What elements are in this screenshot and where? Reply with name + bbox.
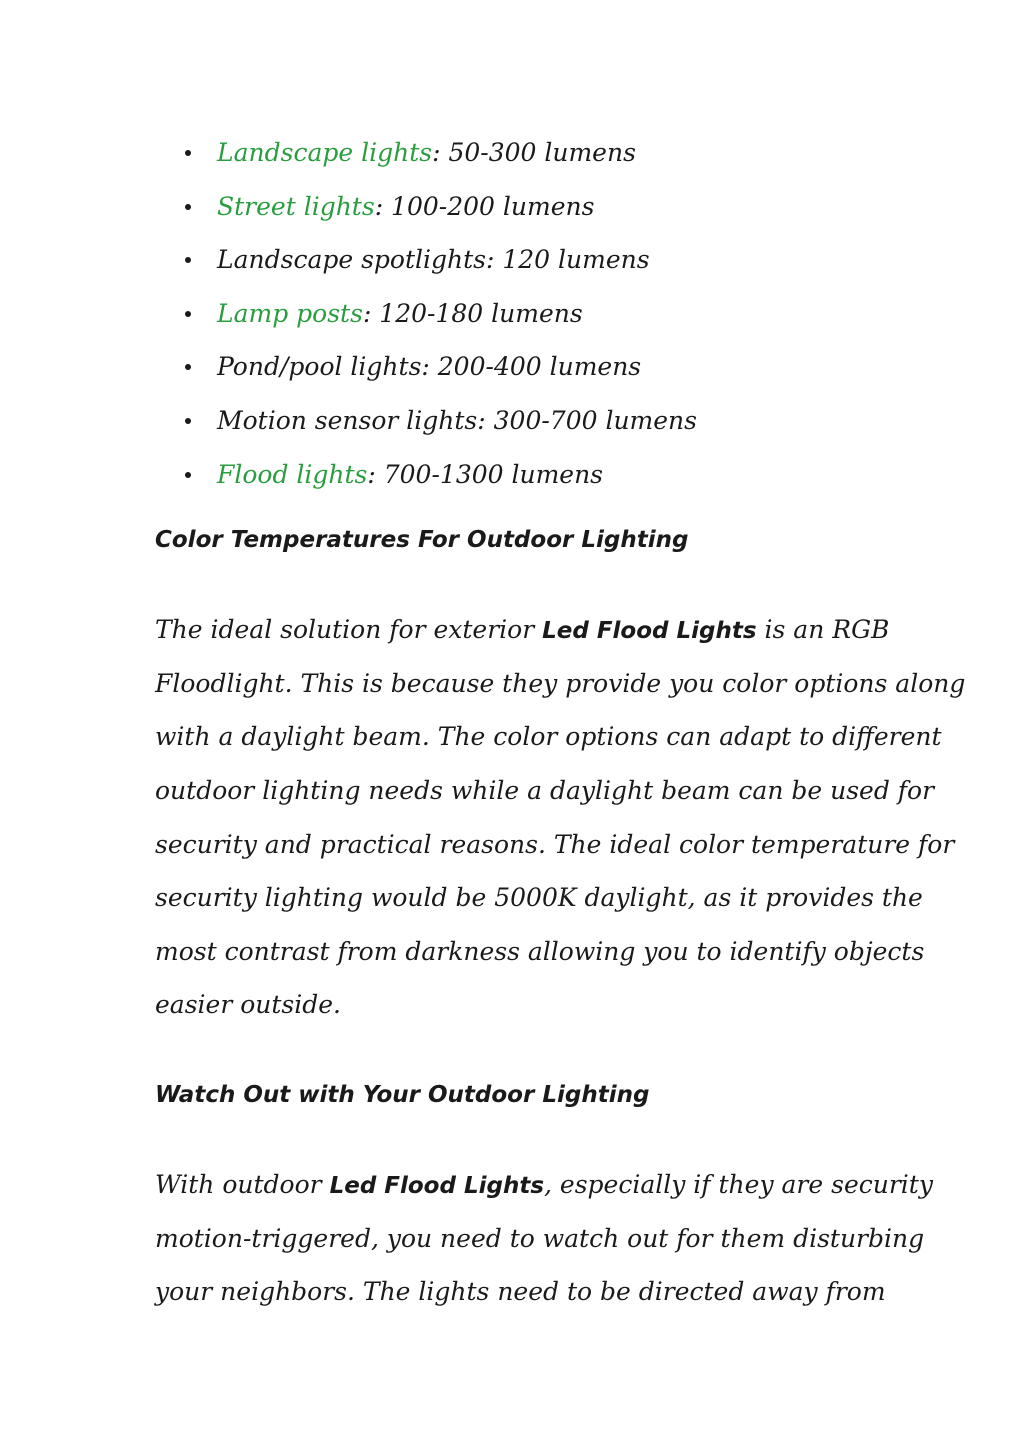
text-run: is an RGB xyxy=(756,615,890,645)
list-item xyxy=(155,126,875,180)
list-item xyxy=(155,340,875,394)
paragraph-line: most contrast from darkness allowing you to identify objects xyxy=(155,936,925,966)
document-page xyxy=(155,126,966,1319)
paragraph-line: outdoor lighting needs while a daylight beam can be used for xyxy=(155,775,935,805)
text-run: , especially if they are security xyxy=(544,1169,933,1199)
list-item-text: : 100-200 lumens xyxy=(374,191,595,221)
list-item xyxy=(155,180,875,234)
list-item-text: : 700-1300 lumens xyxy=(367,459,604,489)
paragraph-color-temperatures xyxy=(155,603,966,1032)
list-item xyxy=(155,394,875,448)
text-run: The ideal solution for exterior xyxy=(155,615,543,645)
list-item xyxy=(155,287,875,341)
paragraph-line xyxy=(155,603,890,657)
paragraph-line: security and practical reasons. The ideal color temperature for xyxy=(155,829,955,859)
bullet-dot-icon xyxy=(185,472,191,478)
bold-term: Led Flood Lights xyxy=(542,618,757,645)
list-item-text: : 120-180 lumens xyxy=(362,298,583,328)
link-lamp-posts[interactable]: Lamp posts xyxy=(217,298,363,328)
bullet-dot-icon xyxy=(185,204,191,210)
paragraph-line: security lighting would be 5000K daylight, as it provides the xyxy=(155,883,923,913)
bullet-dot-icon xyxy=(185,150,191,156)
section-heading-watch-out: Watch Out with Your Outdoor Lighting xyxy=(155,1081,650,1108)
paragraph-line: your neighbors. The lights need to be directed away from xyxy=(155,1277,886,1307)
link-street-lights[interactable]: Street lights xyxy=(217,191,375,221)
lumens-list xyxy=(155,126,875,501)
text-run: With outdoor xyxy=(155,1169,330,1199)
list-item-text: Pond/pool lights: 200-400 lumens xyxy=(217,352,642,382)
heading-wrapper xyxy=(155,1080,875,1110)
bullet-dot-icon xyxy=(185,257,191,263)
list-item-text: Landscape spotlights: 120 lumens xyxy=(217,245,650,275)
list-item-text: : 50-300 lumens xyxy=(432,138,636,167)
bold-term: Led Flood Lights xyxy=(329,1172,545,1199)
paragraph-line xyxy=(155,1158,933,1212)
list-item xyxy=(155,233,875,287)
paragraph-line: motion-triggered, you need to watch out for them disturbing xyxy=(155,1223,925,1253)
section-heading-color-temperatures: Color Temperatures For Outdoor Lighting xyxy=(155,527,689,554)
bullet-dot-icon xyxy=(185,311,191,317)
list-item xyxy=(155,448,875,502)
bullet-dot-icon xyxy=(185,364,191,370)
paragraph-watch-out xyxy=(155,1158,933,1319)
link-flood-lights[interactable]: Flood lights xyxy=(217,459,368,489)
paragraph-line: with a daylight beam. The color options can adapt to different xyxy=(155,722,942,752)
link-landscape-lights[interactable]: Landscape lights xyxy=(217,138,433,167)
paragraph-line: easier outside. xyxy=(155,990,341,1020)
bullet-dot-icon xyxy=(185,418,191,424)
list-item-text: Motion sensor lights: 300-700 lumens xyxy=(217,405,697,435)
paragraph-line: Floodlight. This is because they provide you color options along xyxy=(155,668,966,698)
